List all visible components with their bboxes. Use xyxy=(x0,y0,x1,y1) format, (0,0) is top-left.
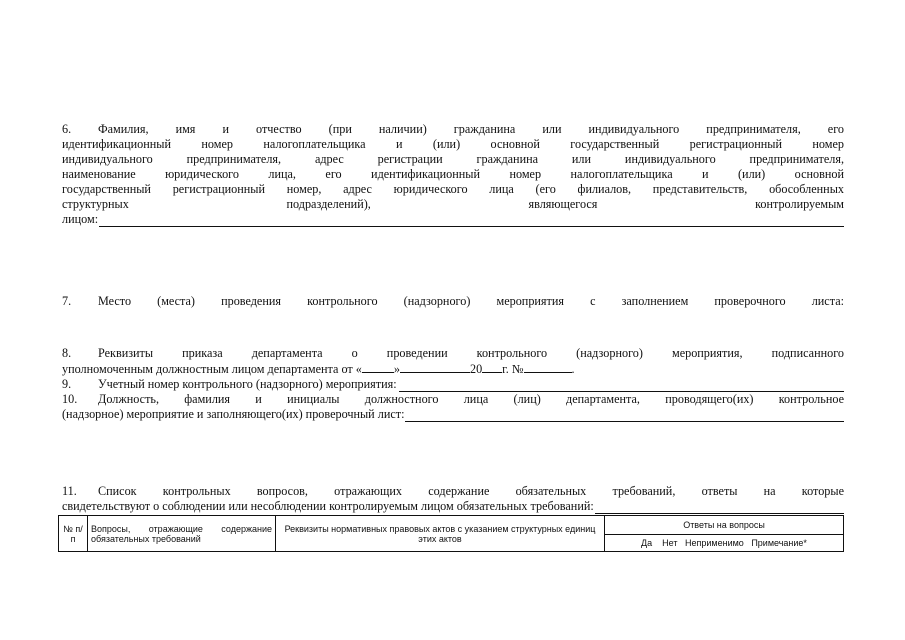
item-6-line-5: государственный регистрационный номер, адрес юридического лица (его филиалов, представительств, обособленных xyxy=(62,182,844,196)
item-8-day-blank[interactable] xyxy=(362,361,394,373)
header-number: № п/п xyxy=(59,516,88,552)
item-11-text-2: свидетельствуют о соблюдении или несоблюдении контролируемым лицом обязательных требований: xyxy=(62,499,594,513)
header-answer-options xyxy=(605,535,844,552)
item-9-number: 9. xyxy=(62,377,72,391)
header-yes: Да xyxy=(641,538,653,548)
header-answers: Ответы на вопросы xyxy=(605,516,844,535)
item-6-line-6: структурных подразделений), являющегося контролируемым xyxy=(62,197,844,211)
header-no: Нет xyxy=(662,538,678,548)
item-8-line-2 xyxy=(62,361,844,377)
item-6-blank-line[interactable] xyxy=(99,214,844,227)
item-8-number-label: г. № xyxy=(502,362,524,376)
item-10-line-2 xyxy=(62,407,844,422)
item-8-line-2-start: уполномоченным должностным лицом департамента от « xyxy=(62,362,362,376)
item-8-year-blank[interactable] xyxy=(482,361,502,373)
item-7-number: 7. xyxy=(62,294,72,308)
item-6-last-line xyxy=(62,212,844,227)
item-7-text: Место (места) проведения контрольного (надзорного) мероприятия с заполнением проверочного листа: xyxy=(98,294,844,308)
item-6-line-2: идентификационный номер налогоплательщика и (или) основной государственный регистрационный номер xyxy=(62,137,844,151)
item-11-number: 11. xyxy=(62,484,77,498)
header-not-applicable: Неприменимо xyxy=(685,538,744,548)
item-8-year-prefix: 20 xyxy=(469,362,483,376)
item-9-blank-line[interactable] xyxy=(399,379,844,392)
table-header-row-1 xyxy=(59,516,844,535)
item-10-blank-line[interactable] xyxy=(405,409,844,422)
item-6-last-label: лицом: xyxy=(62,212,99,226)
item-11 xyxy=(62,484,844,514)
item-7-line xyxy=(62,294,844,309)
item-11-line-2 xyxy=(62,499,844,514)
item-10-number: 10. xyxy=(62,392,78,406)
item-8-number: 8. xyxy=(62,346,72,360)
header-note: Примечание* xyxy=(751,538,807,548)
item-7 xyxy=(62,294,844,309)
item-11-blank-line[interactable] xyxy=(595,501,844,514)
item-8-quote-close: » xyxy=(393,362,400,376)
item-10-text-2: (надзорное) мероприятие и заполняющего(их) проверочный лист: xyxy=(62,407,405,421)
item-6-line-4: наименование юридического лица, его идентификационный номер налогоплательщика и (или) основной xyxy=(62,167,844,181)
item-8-month-blank[interactable] xyxy=(400,361,470,373)
item-8-line-1 xyxy=(62,346,844,361)
item-6-line-1 xyxy=(62,122,844,137)
item-8 xyxy=(62,346,844,422)
item-11-text-1: Список контрольных вопросов, отражающих содержание обязательных требований, ответы на которые xyxy=(98,484,844,498)
item-6-number: 6. xyxy=(62,122,72,136)
header-requisites: Реквизиты нормативных правовых актов с указанием структурных единиц этих актов xyxy=(276,516,605,552)
header-questions: Вопросы, отражающие содержание обязательных требований xyxy=(88,516,276,552)
item-8-text: Реквизиты приказа департамента о проведении контрольного (надзорного) мероприятия, подписанного xyxy=(98,346,844,360)
item-11-line-1 xyxy=(62,484,844,499)
item-10-text-1: Должность, фамилия и инициалы должностного лица (лиц) департамента, проводящего(их) контрольное xyxy=(98,392,844,406)
questions-table xyxy=(58,515,844,552)
item-6-text-1: Фамилия, имя и отчество (при наличии) гражданина или индивидуального предпринимателя, его xyxy=(98,122,844,136)
item-8-dot: . xyxy=(571,362,575,376)
item-10-line-1 xyxy=(62,392,844,407)
item-6-line-3: индивидуального предпринимателя, адрес регистрации гражданина или индивидуального предпринимателя, xyxy=(62,152,844,166)
item-8-order-number-blank[interactable] xyxy=(524,361,572,373)
item-6 xyxy=(62,122,844,227)
item-9-line xyxy=(62,377,844,392)
item-9-text: Учетный номер контрольного (надзорного) мероприятия: xyxy=(98,377,397,391)
